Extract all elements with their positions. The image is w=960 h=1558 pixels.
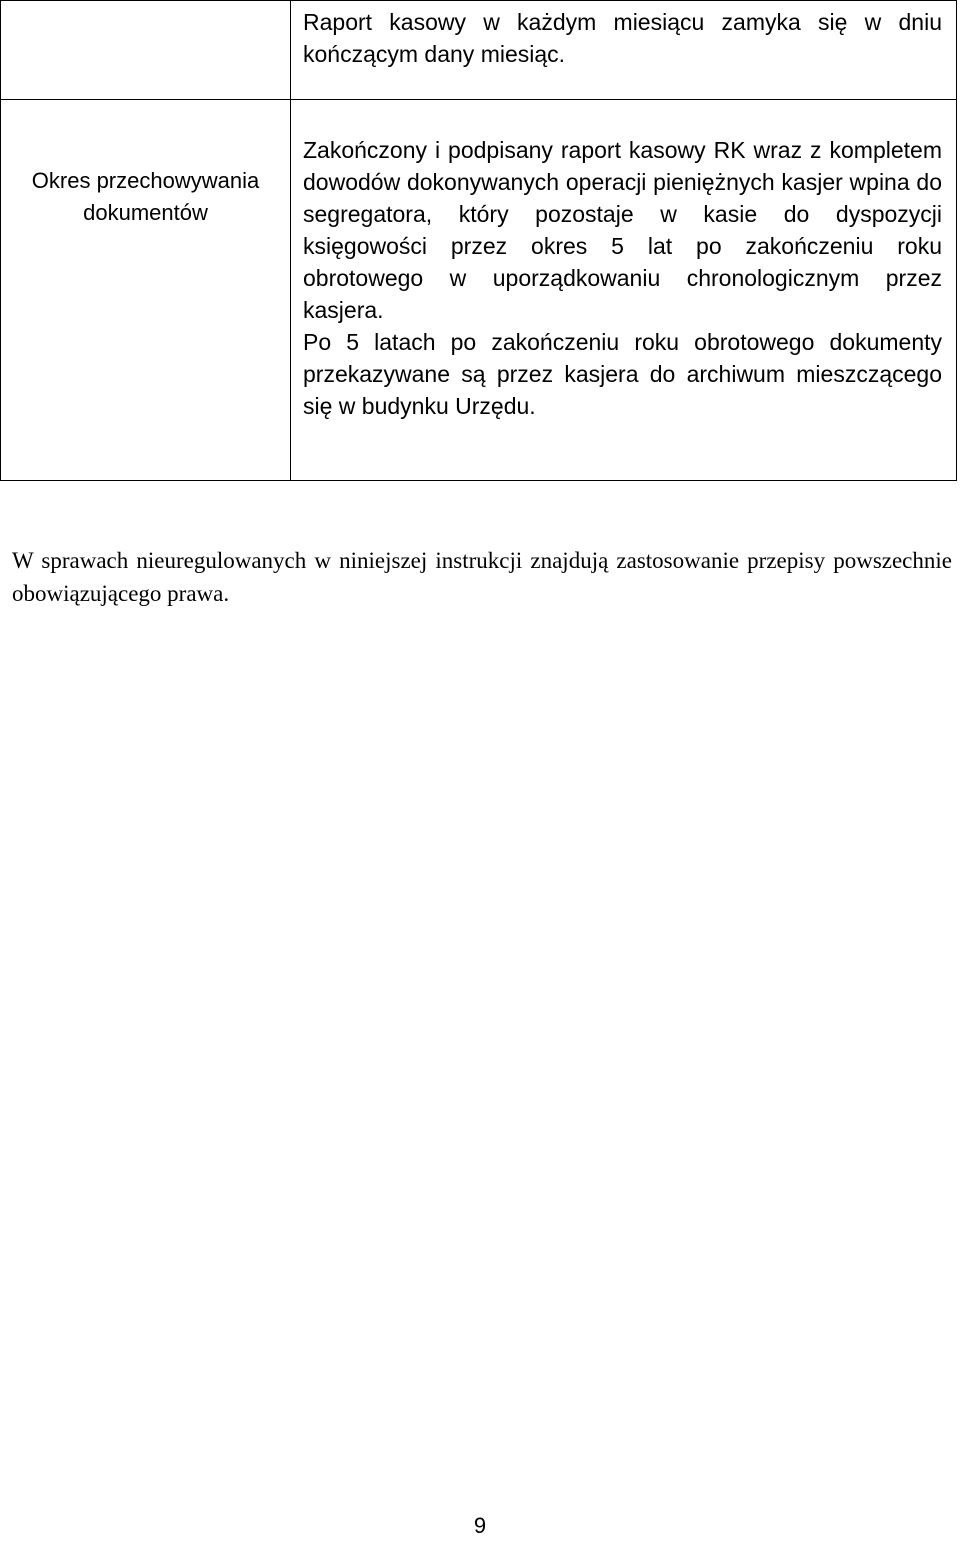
- table-row: [1, 1, 957, 100]
- retention-period-label: Okres przechowywania dokumentów: [31, 168, 260, 225]
- table-row: [1, 100, 957, 481]
- procedure-table: [0, 0, 957, 481]
- retention-paragraph: Zakończony i podpisany raport kasowy RK wraz z kompletem dowodów dokonywanych operacji pieniężnych kasjer wpina do segregatora, który pozostaje w kasie do dyspozycji księgowości przez okres 5 lat po zakończeniu roku obrotowego w uporządkowaniu chronologicznym przez kasjera.: [303, 137, 942, 323]
- closing-note: W sprawach nieuregulowanych w niniejszej instrukcji znajdują zastosowanie przepisy powszechnie obowiązującego prawa.: [12, 548, 952, 606]
- archive-paragraph: Po 5 latach po zakończeniu roku obrotowego dokumenty przekazywane są przez kasjera do archiwum mieszczącego się w budynku Urzędu.: [303, 329, 942, 419]
- row-content-cell: [291, 100, 957, 481]
- cash-report-closing-text: Raport kasowy w każdym miesiącu zamyka się w dniu kończącym dany miesiąc.: [303, 9, 942, 67]
- row-content-cell: [291, 1, 957, 100]
- row-label-cell: [1, 1, 291, 100]
- row-label: [1, 1, 290, 66]
- row-label-cell: [1, 100, 291, 481]
- page-number: 9: [473, 1513, 487, 1538]
